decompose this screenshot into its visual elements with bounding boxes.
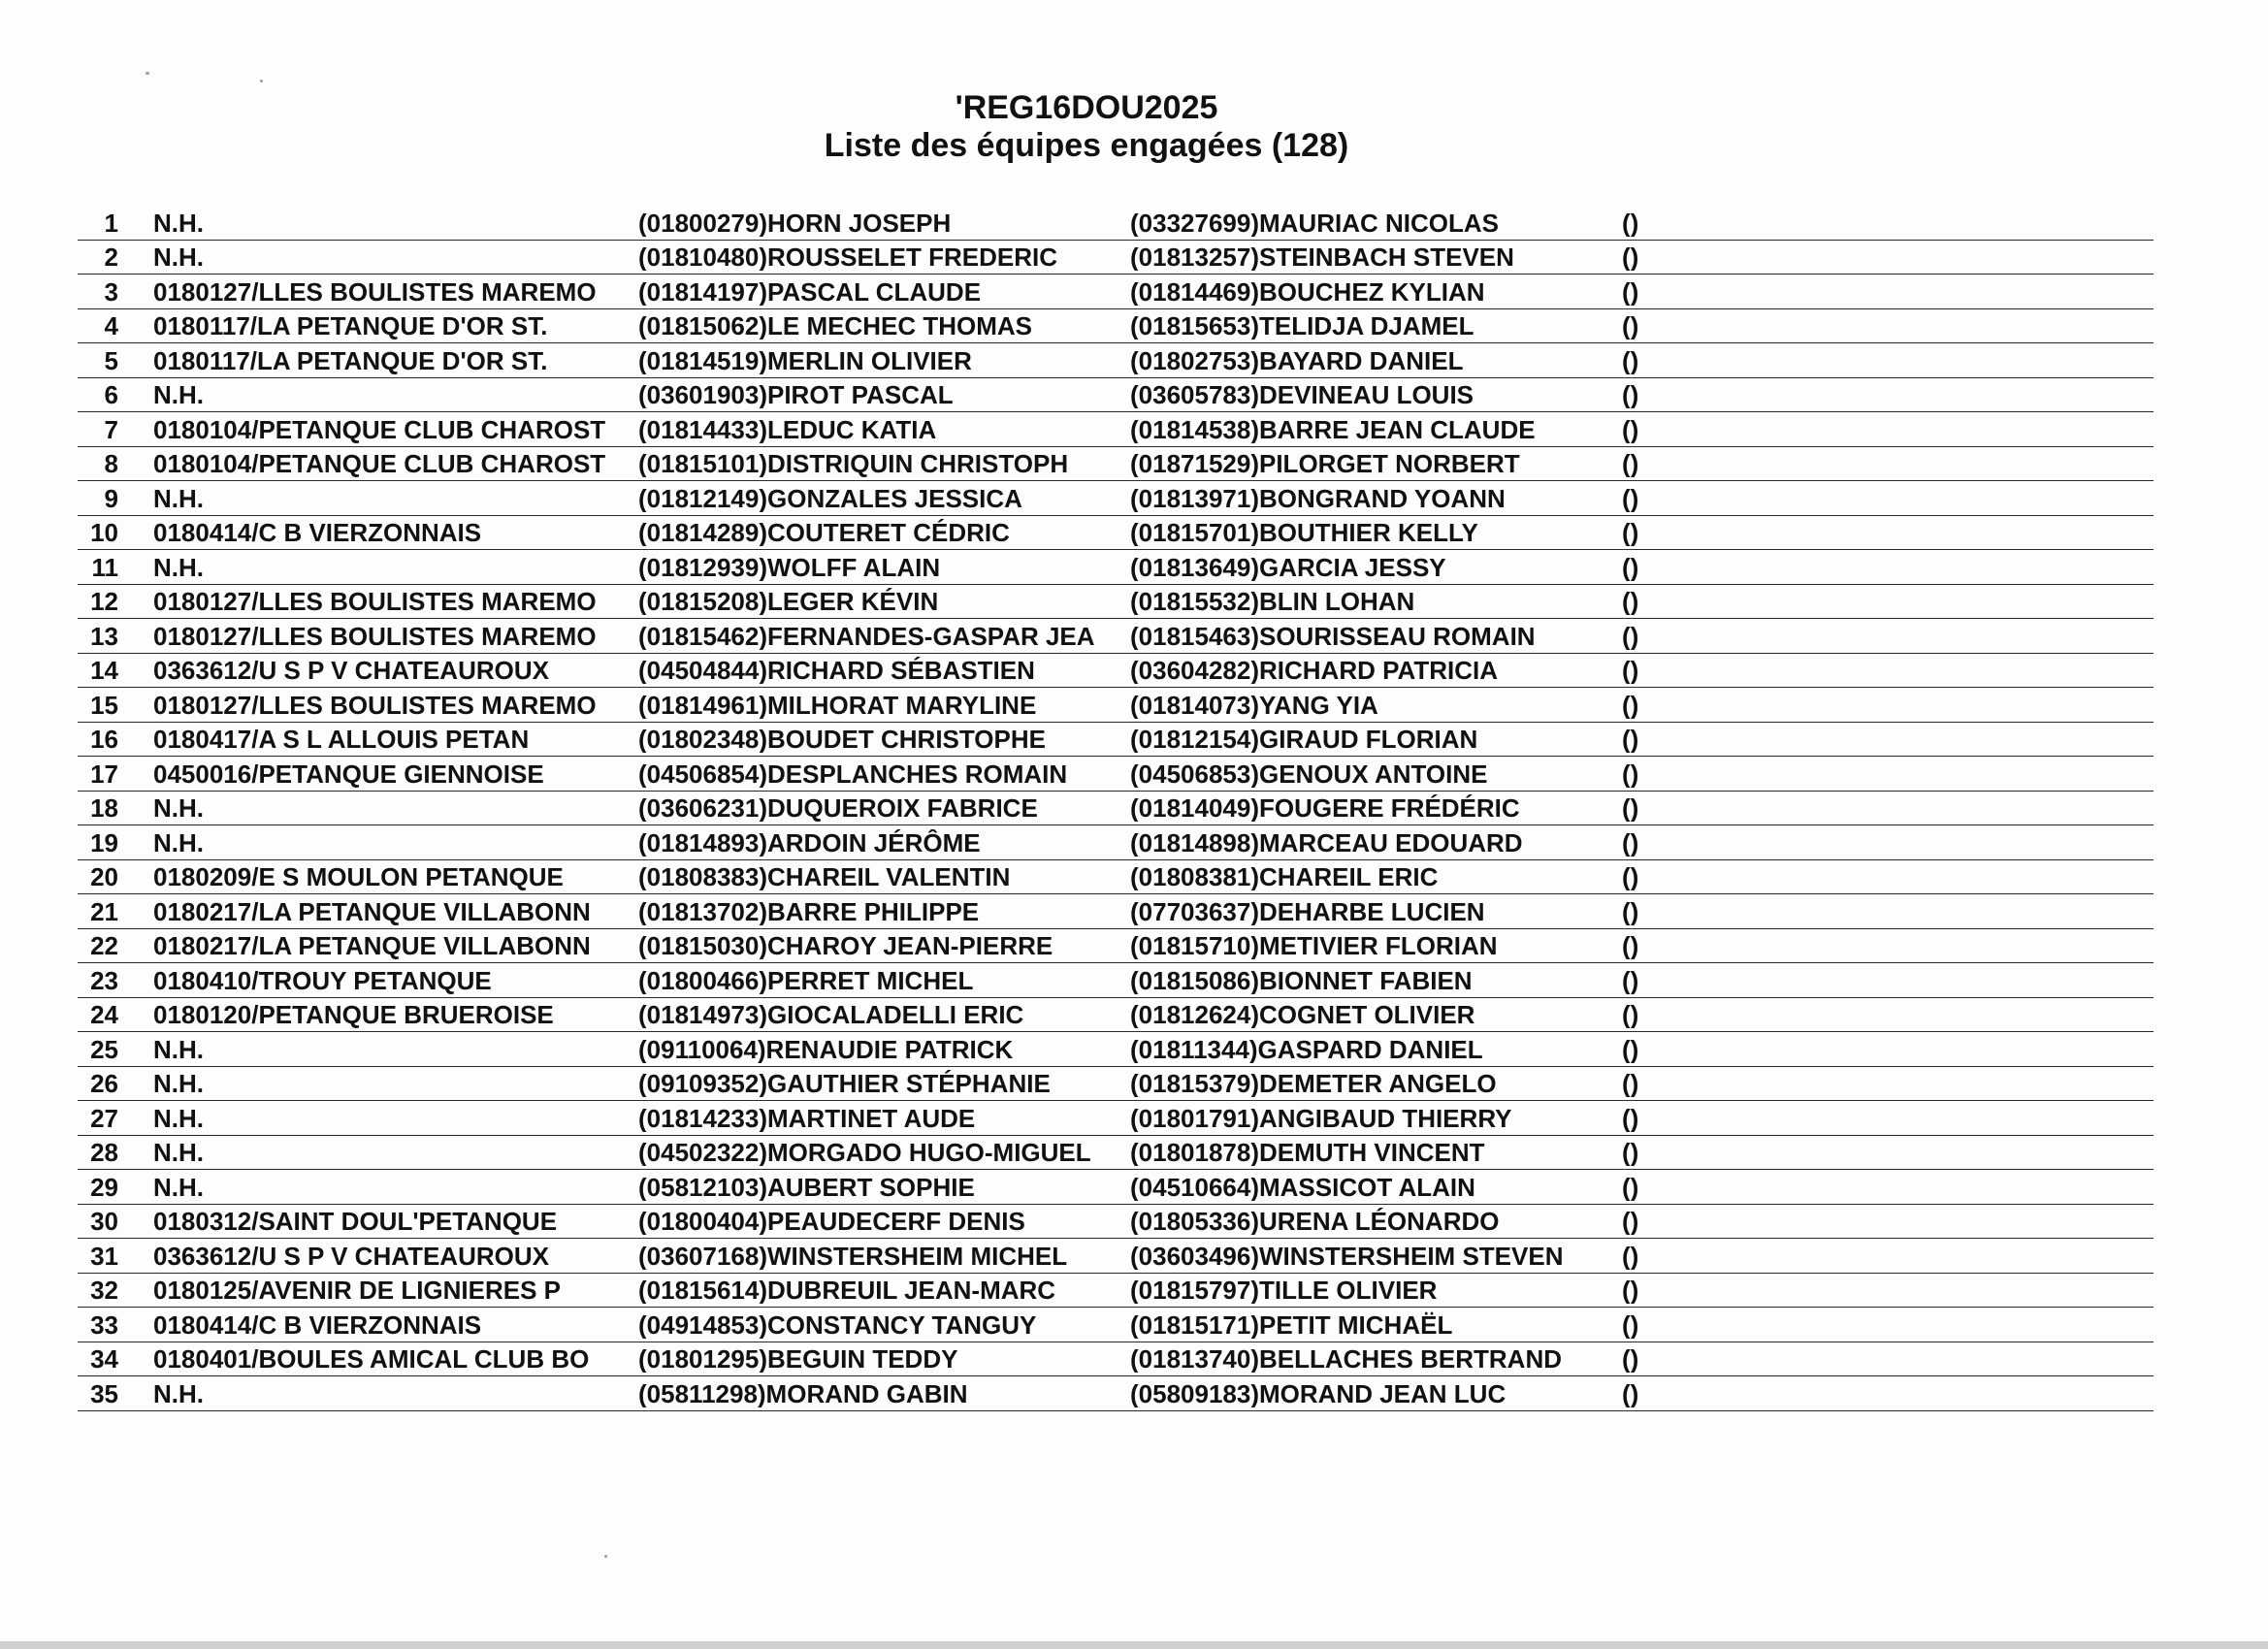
table-row	[78, 654, 2154, 689]
player-two: (01801878)DEMUTH VINCENT	[1130, 1139, 1485, 1166]
player-two: (01801791)ANGIBAUD THIERRY	[1130, 1104, 1512, 1132]
player-three: ()	[1622, 1242, 1639, 1270]
player-three: ()	[1622, 1035, 1639, 1063]
scan-speck	[146, 72, 149, 75]
table-row	[78, 792, 2154, 826]
table-row	[78, 1376, 2154, 1411]
player-two: (01812624)COGNET OLIVIER	[1130, 1001, 1475, 1028]
team-number: 23	[90, 966, 118, 994]
player-three: ()	[1622, 1139, 1639, 1166]
document-title: 'REG16DOU2025	[955, 89, 1218, 126]
player-two: (01815653)TELIDJA DJAMEL	[1130, 312, 1474, 340]
player-one: (01801295)BEGUIN TEDDY	[638, 1345, 958, 1373]
player-two: (01805336)URENA LÉONARDO	[1130, 1208, 1500, 1235]
team-club: 0180117/LA PETANQUE D'OR ST.	[153, 346, 548, 374]
table-row	[78, 929, 2154, 964]
team-number: 26	[90, 1070, 118, 1097]
player-three: ()	[1622, 553, 1639, 581]
player-one: (01815462)FERNANDES-GASPAR JEA	[638, 622, 1095, 650]
table-row	[78, 378, 2154, 413]
player-three: ()	[1622, 450, 1639, 477]
team-number: 27	[90, 1104, 118, 1132]
player-one: (01815208)LEGER KÉVIN	[638, 588, 939, 615]
team-number: 33	[90, 1310, 118, 1339]
team-club: 0180127/LLES BOULISTES MAREMO	[153, 622, 597, 650]
team-club: 0180127/LLES BOULISTES MAREMO	[153, 277, 597, 306]
team-club: N.H.	[153, 484, 204, 512]
player-three: ()	[1622, 622, 1639, 650]
player-one: (01813702)BARRE PHILIPPE	[638, 897, 980, 925]
table-row	[78, 723, 2154, 758]
table-row	[78, 894, 2154, 929]
player-two: (04506853)GENOUX ANTOINE	[1130, 760, 1488, 788]
team-club: N.H.	[153, 1035, 204, 1063]
player-one: (01812149)GONZALES JESSICA	[638, 484, 1022, 512]
player-two: (01815463)SOURISSEAU ROMAIN	[1130, 622, 1536, 650]
player-one: (05812103)AUBERT SOPHIE	[638, 1173, 975, 1201]
team-club: N.H.	[153, 1139, 204, 1166]
team-number: 1	[104, 209, 118, 237]
team-number: 24	[90, 1001, 118, 1028]
team-number: 21	[90, 897, 118, 925]
player-one: (01800466)PERRET MICHEL	[638, 966, 974, 994]
team-club: N.H.	[153, 381, 204, 408]
player-one: (01814961)MILHORAT MARYLINE	[638, 691, 1037, 719]
team-number: 8	[104, 450, 118, 477]
team-number: 2	[104, 243, 118, 271]
table-row	[78, 998, 2154, 1033]
player-three: ()	[1622, 1070, 1639, 1097]
team-number: 15	[90, 691, 118, 719]
team-number: 10	[90, 519, 118, 546]
team-club: 0363612/U S P V CHATEAUROUX	[153, 1242, 549, 1270]
table-row	[78, 1205, 2154, 1240]
player-two: (03604282)RICHARD PATRICIA	[1130, 657, 1499, 684]
player-one: (04504844)RICHARD SÉBASTIEN	[638, 657, 1035, 684]
player-one: (01815614)DUBREUIL JEAN-MARC	[638, 1277, 1056, 1304]
player-two: (01814073)YANG YIA	[1130, 691, 1378, 719]
team-number: 34	[90, 1345, 118, 1373]
team-club: N.H.	[153, 828, 204, 857]
team-number: 22	[90, 932, 118, 959]
player-two: (01815701)BOUTHIER KELLY	[1130, 519, 1478, 546]
table-row	[78, 206, 2154, 241]
player-one: (01815101)DISTRIQUIN CHRISTOPH	[638, 450, 1069, 477]
table-row	[78, 1308, 2154, 1342]
table-row	[78, 757, 2154, 792]
team-number: 5	[104, 346, 118, 374]
table-row	[78, 412, 2154, 447]
table-row	[78, 1274, 2154, 1309]
table-row	[78, 963, 2154, 998]
player-one: (01814433)LEDUC KATIA	[638, 415, 937, 443]
player-two: (01813649)GARCIA JESSY	[1130, 553, 1446, 581]
team-number: 28	[90, 1139, 118, 1166]
team-club: N.H.	[153, 209, 204, 237]
team-number: 9	[104, 484, 118, 512]
team-club: 0180217/LA PETANQUE VILLABONN	[153, 897, 591, 925]
document-subtitle: Liste des équipes engagées (128)	[824, 127, 1349, 164]
team-club: 0180217/LA PETANQUE VILLABONN	[153, 932, 591, 959]
team-club: 0180127/LLES BOULISTES MAREMO	[153, 588, 597, 615]
team-number: 14	[90, 657, 118, 684]
team-club: 0180127/LLES BOULISTES MAREMO	[153, 691, 597, 719]
team-club: N.H.	[153, 1173, 204, 1201]
team-club: 0180209/E S MOULON PETANQUE	[153, 863, 564, 890]
player-three: ()	[1622, 312, 1639, 340]
table-row	[78, 309, 2154, 344]
player-three: ()	[1622, 897, 1639, 925]
player-one: (04502322)MORGADO HUGO-MIGUEL	[638, 1139, 1091, 1166]
player-two: (04510664)MASSICOT ALAIN	[1130, 1173, 1475, 1201]
team-number: 35	[90, 1379, 118, 1407]
table-row	[78, 1067, 2154, 1102]
player-three: ()	[1622, 381, 1639, 408]
player-two: (01815710)METIVIER FLORIAN	[1130, 932, 1498, 959]
table-row	[78, 343, 2154, 378]
team-number: 7	[104, 415, 118, 443]
player-three: ()	[1622, 1208, 1639, 1235]
team-club: N.H.	[153, 553, 204, 581]
player-one: (05811298)MORAND GABIN	[638, 1379, 968, 1407]
team-number: 6	[104, 381, 118, 408]
team-club: 0180125/AVENIR DE LIGNIERES P	[153, 1277, 562, 1304]
table-row	[78, 860, 2154, 895]
document-header	[0, 89, 2268, 165]
table-row	[78, 481, 2154, 516]
player-three: ()	[1622, 1277, 1639, 1304]
table-row	[78, 1032, 2154, 1067]
table-row	[78, 825, 2154, 860]
team-number: 29	[90, 1173, 118, 1201]
player-three: ()	[1622, 1379, 1639, 1407]
player-three: ()	[1622, 1345, 1639, 1373]
team-number: 17	[90, 760, 118, 788]
team-club: 0180117/LA PETANQUE D'OR ST.	[153, 312, 548, 340]
player-three: ()	[1622, 346, 1639, 374]
team-number: 20	[90, 863, 118, 890]
player-one: (01812939)WOLFF ALAIN	[638, 553, 941, 581]
team-club: 0180401/BOULES AMICAL CLUB BO	[153, 1345, 590, 1373]
table-row	[78, 619, 2154, 654]
player-two: (01815379)DEMETER ANGELO	[1130, 1070, 1497, 1097]
player-one: (03606231)DUQUEROIX FABRICE	[638, 794, 1038, 822]
team-club: N.H.	[153, 794, 204, 822]
team-number: 12	[90, 588, 118, 615]
player-one: (01814197)PASCAL CLAUDE	[638, 277, 982, 306]
player-three: ()	[1622, 657, 1639, 684]
team-number: 3	[104, 277, 118, 306]
table-row	[78, 550, 2154, 585]
player-three: ()	[1622, 243, 1639, 271]
team-number: 4	[104, 312, 118, 340]
player-one: (04914853)CONSTANCY TANGUY	[638, 1310, 1037, 1339]
player-two: (01808381)CHAREIL ERIC	[1130, 863, 1439, 890]
player-one: (01815030)CHAROY JEAN-PIERRE	[638, 932, 1053, 959]
player-two: (01814898)MARCEAU EDOUARD	[1130, 828, 1523, 857]
team-club: N.H.	[153, 1104, 204, 1132]
table-row	[78, 1101, 2154, 1136]
table-row	[78, 1239, 2154, 1274]
player-one: (03607168)WINSTERSHEIM MICHEL	[638, 1242, 1068, 1270]
team-number: 31	[90, 1242, 118, 1270]
team-number: 13	[90, 622, 118, 650]
player-two: (07703637)DEHARBE LUCIEN	[1130, 897, 1485, 925]
table-row	[78, 1136, 2154, 1171]
player-three: ()	[1622, 691, 1639, 719]
player-two: (01815171)PETIT MICHAËL	[1130, 1310, 1453, 1339]
player-two: (05809183)MORAND JEAN LUC	[1130, 1379, 1507, 1407]
team-club: 0450016/PETANQUE GIENNOISE	[153, 760, 544, 788]
player-one: (01814233)MARTINET AUDE	[638, 1104, 976, 1132]
team-club: 0180120/PETANQUE BRUEROISE	[153, 1001, 554, 1028]
player-two: (01813257)STEINBACH STEVEN	[1130, 243, 1514, 271]
table-row	[78, 241, 2154, 275]
player-three: ()	[1622, 484, 1639, 512]
player-two: (01814538)BARRE JEAN CLAUDE	[1130, 415, 1536, 443]
player-one: (01814973)GIOCALADELLI ERIC	[638, 1001, 1024, 1028]
team-number: 25	[90, 1035, 118, 1063]
player-one: (09110064)RENAUDIE PATRICK	[638, 1035, 1014, 1063]
player-one: (01808383)CHAREIL VALENTIN	[638, 863, 1011, 890]
player-three: ()	[1622, 1173, 1639, 1201]
player-one: (01815062)LE MECHEC THOMAS	[638, 312, 1032, 340]
player-two: (03605783)DEVINEAU LOUIS	[1130, 381, 1474, 408]
table-row	[78, 585, 2154, 620]
team-club: N.H.	[153, 1070, 204, 1097]
player-two: (01814049)FOUGERE FRÉDÉRIC	[1130, 794, 1520, 822]
player-one: (04506854)DESPLANCHES ROMAIN	[638, 760, 1068, 788]
player-one: (01814519)MERLIN OLIVIER	[638, 346, 972, 374]
player-three: ()	[1622, 760, 1639, 788]
table-row	[78, 688, 2154, 723]
player-three: ()	[1622, 277, 1639, 306]
team-club: 0180104/PETANQUE CLUB CHAROST	[153, 450, 606, 477]
team-club: 0180414/C B VIERZONNAIS	[153, 1310, 482, 1339]
player-one: (01802348)BOUDET CHRISTOPHE	[638, 726, 1046, 753]
team-number: 16	[90, 726, 118, 753]
player-two: (01815532)BLIN LOHAN	[1130, 588, 1415, 615]
player-two: (01871529)PILORGET NORBERT	[1130, 450, 1520, 477]
player-one: (03601903)PIROT PASCAL	[638, 381, 954, 408]
player-three: ()	[1622, 863, 1639, 890]
player-three: ()	[1622, 1310, 1639, 1339]
player-three: ()	[1622, 519, 1639, 546]
player-three: ()	[1622, 1104, 1639, 1132]
team-club: N.H.	[153, 1379, 204, 1407]
player-two: (01815086)BIONNET FABIEN	[1130, 966, 1473, 994]
player-three: ()	[1622, 588, 1639, 615]
player-two: (01812154)GIRAUD FLORIAN	[1130, 726, 1478, 753]
player-two: (01813740)BELLACHES BERTRAND	[1130, 1345, 1562, 1373]
table-row	[78, 1342, 2154, 1377]
player-three: ()	[1622, 1001, 1639, 1028]
player-two: (03603496)WINSTERSHEIM STEVEN	[1130, 1242, 1564, 1270]
player-three: ()	[1622, 726, 1639, 753]
team-club: 0180410/TROUY PETANQUE	[153, 966, 492, 994]
player-three: ()	[1622, 828, 1639, 857]
team-number: 32	[90, 1277, 118, 1304]
table-row	[78, 516, 2154, 551]
team-club: 0180417/A S L ALLOUIS PETAN	[153, 726, 530, 753]
team-club: 0363612/U S P V CHATEAUROUX	[153, 657, 549, 684]
team-club: 0180104/PETANQUE CLUB CHAROST	[153, 415, 606, 443]
player-three: ()	[1622, 966, 1639, 994]
player-two: (01814469)BOUCHEZ KYLIAN	[1130, 277, 1485, 306]
team-club: N.H.	[153, 243, 204, 271]
player-one: (01814289)COUTERET CÉDRIC	[638, 519, 1010, 546]
player-two: (03327699)MAURIAC NICOLAS	[1130, 209, 1499, 237]
player-two: (01811344)GASPARD DANIEL	[1130, 1035, 1483, 1063]
table-row	[78, 447, 2154, 482]
player-one: (01800279)HORN JOSEPH	[638, 209, 952, 237]
scan-speck	[260, 80, 263, 82]
player-two: (01802753)BAYARD DANIEL	[1130, 346, 1464, 374]
player-one: (01814893)ARDOIN JÉRÔME	[638, 828, 981, 857]
scan-bottom-edge	[0, 1641, 2268, 1649]
player-three: ()	[1622, 415, 1639, 443]
player-two: (01813971)BONGRAND YOANN	[1130, 484, 1506, 512]
player-one: (01810480)ROUSSELET FREDERIC	[638, 243, 1058, 271]
teams-table	[78, 206, 2154, 1411]
team-number: 19	[90, 828, 118, 857]
player-one: (01800404)PEAUDECERF DENIS	[638, 1208, 1025, 1235]
team-club: 0180312/SAINT DOUL'PETANQUE	[153, 1208, 558, 1235]
team-number: 18	[90, 794, 118, 822]
player-three: ()	[1622, 209, 1639, 237]
table-row	[78, 275, 2154, 309]
player-two: (01815797)TILLE OLIVIER	[1130, 1277, 1438, 1304]
team-number: 30	[90, 1208, 118, 1235]
table-row	[78, 1170, 2154, 1205]
team-club: 0180414/C B VIERZONNAIS	[153, 519, 482, 546]
player-three: ()	[1622, 794, 1639, 822]
player-three: ()	[1622, 932, 1639, 959]
scan-speck	[604, 1555, 607, 1558]
player-one: (09109352)GAUTHIER STÉPHANIE	[638, 1070, 1051, 1097]
team-number: 11	[91, 553, 118, 581]
